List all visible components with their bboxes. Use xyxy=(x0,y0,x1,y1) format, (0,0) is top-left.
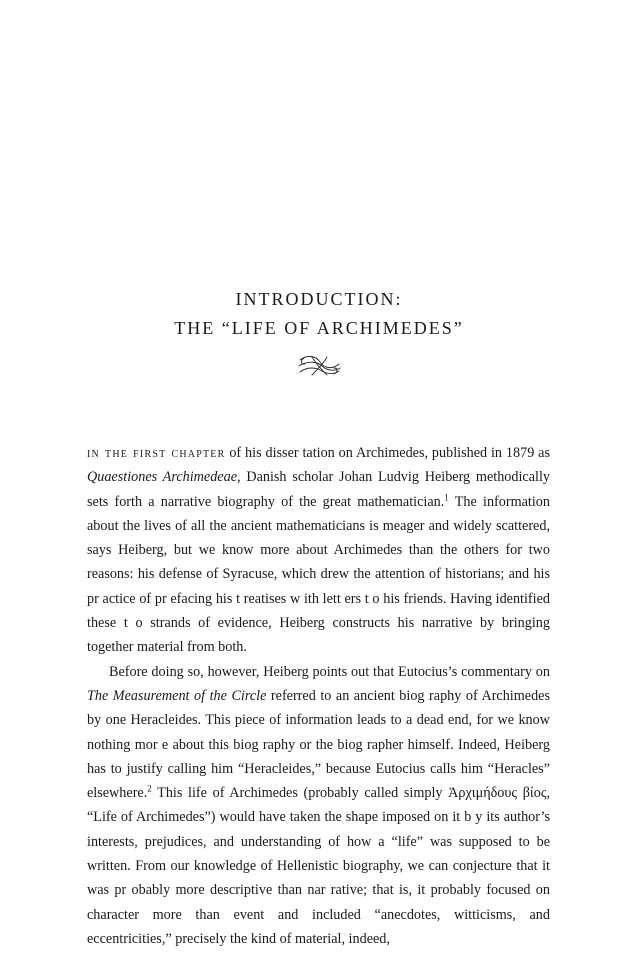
book-title: Quaestiones Archimedeae, xyxy=(87,469,241,486)
chapter-title: INTRODUCTION: xyxy=(235,289,403,309)
chapter-subtitle: THE “LIFE OF ARCHIMEDES” xyxy=(174,318,464,338)
treatise-title: The Measurement of the Circle xyxy=(87,687,267,704)
footnote-ref-2[interactable]: 2 xyxy=(147,783,152,794)
paragraph-1 xyxy=(87,441,550,660)
paragraph-text: The information about the lives of all the ancient mathematicians is meager and widely scattered, says Heiberg, but we know more about Archimedes than the others for two reasons: his defense of Syracuse, which drew the attention of historians; and his pr actice of pr efacing his t reatises w ith lett ers t o his friends. Having identified these t o strands of evidence, Heiberg constructs his narrative by bringing together material from both. xyxy=(87,493,550,656)
paragraph-lead: in the first chapter xyxy=(87,445,226,461)
paragraph-text: Before doing so, however, Heiberg points out that Eutocius’s commentary on xyxy=(109,663,550,680)
paragraph-text: Danish scholar Johan Ludvig Heiberg methodically sets forth a narrative biography of the great mathematician. xyxy=(87,469,550,510)
body-text xyxy=(87,441,550,951)
paragraph-2 xyxy=(87,660,550,952)
paragraph-text: of his disser tation on Archimedes, published in 1879 as xyxy=(225,445,550,461)
flourish-ornament-icon xyxy=(294,352,344,380)
paragraph-text: referred to an ancient biog raphy of Archimedes by one Heracleides. This piece of information leads to a dead end, for we know nothing mor e about this biog raphy or the biog rapher himself. Indeed, Heiberg has to justify calling him “Heracleides,” because Eutocius calls him “Heracles” elsewhere. xyxy=(87,687,550,802)
footnote-ref-1[interactable]: 1 xyxy=(444,491,449,502)
paragraph-text: This life of Archimedes (probably called simply Ἀρχιμήδους βίος, “Life of Archimedes”) would have taken the shape imposed on it b y its author’s interests, prejudices, and understanding of how a “life” was supposed to be written. From our knowledge of Hellenistic biography, we can conjecture that it was pr obably more descriptive than nar rative; that is, it probably focused on character more than event and included “anecdotes, witticisms, and eccentricities,” precisely the kind of material, indeed, xyxy=(87,785,550,947)
